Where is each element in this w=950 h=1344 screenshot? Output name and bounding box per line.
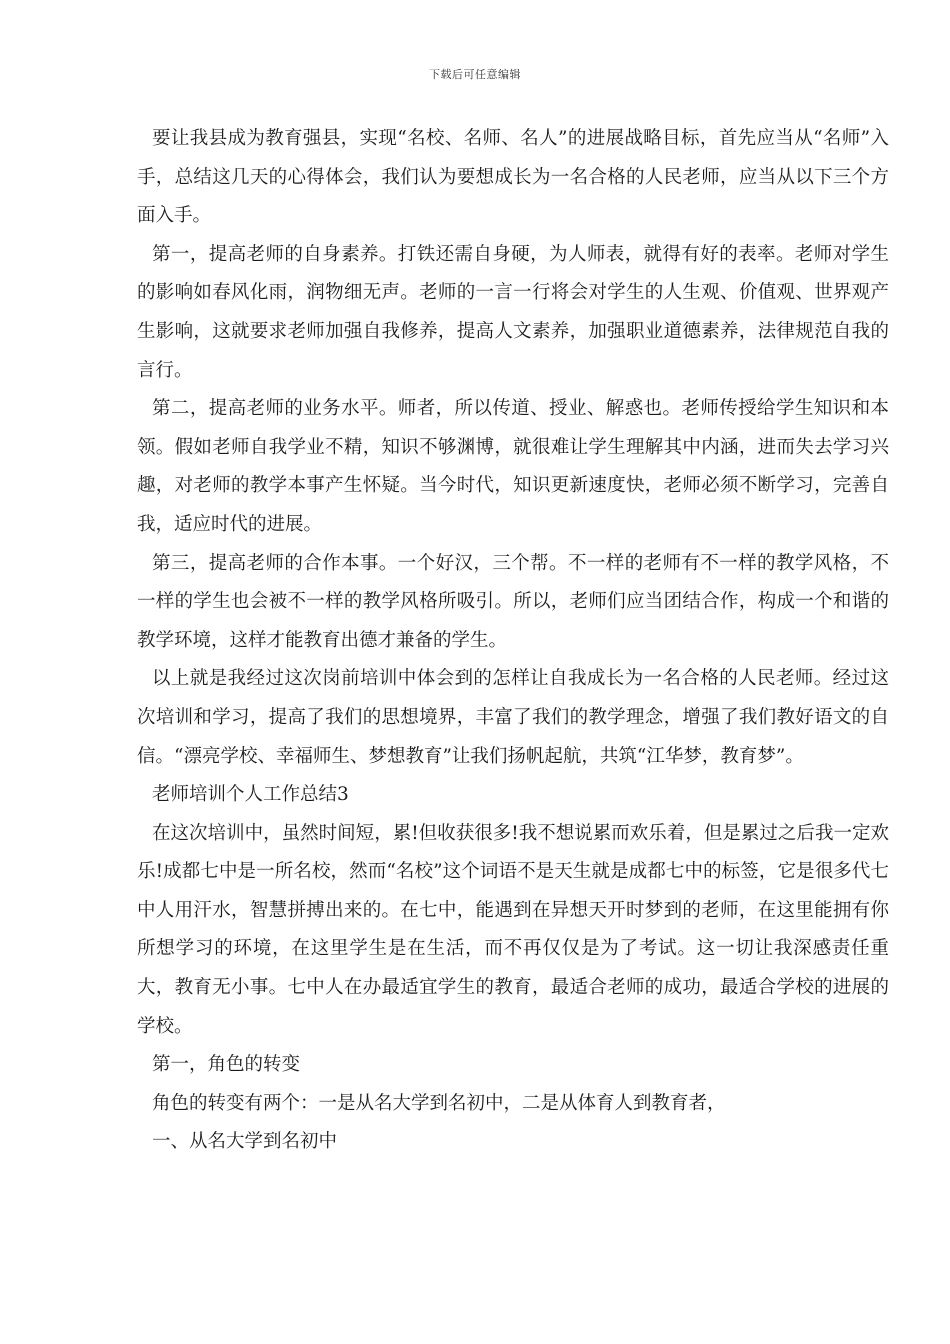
paragraph-point-two: 第二，提高老师的业务水平。师者，所以传道、授业、解惑也。老师传授给学生知识和本领。假如老师自我学业不精，知识不够渊博，就很难让学生理解其中内涵，进而失去学习兴趣，对老师的教学本事产生怀疑。当今时代，知识更新速度快，老师必须不断学习，完善自我，适应时代的进展。 bbox=[137, 398, 889, 535]
paragraph-intro: 要让我县成为教育强县，实现“名校、名师、名人”的进展战略目标，首先应当从“名师”入手，总结这几天的心得体会，我们认为要想成长为一名合格的人民老师，应当从以下三个方面入手。 bbox=[137, 128, 889, 227]
paragraph-training-summary: 在这次培训中，虽然时间短，累!但收获很多!我不想说累而欢乐着，但是累过之后我一定欢乐!成都七中是一所名校，然而“名校”这个词语不是天生就是成都七中的标签，它是很多代七中人用汗水，智慧拼搏出来的。在七中，能遇到在异想天开时梦到的老师，在这里能拥有你所想学习的环境，在这里学生是在生活，而不再仅仅是为了考试。这一切让我深感责任重大，教育无小事。七中人在办最适宜学生的教育，最适合老师的成功，最适合学校的进展的学校。 bbox=[137, 822, 889, 1037]
paragraph-point-one: 第一，提高老师的自身素养。打铁还需自身硬，为人师表，就得有好的表率。老师对学生的影响如春风化雨，润物细无声。老师的一言一行将会对学生的人生观、价值观、世界观产生影响，这就要求老师加强自我修养，提高人文素养，加强职业道德素养，法律规范自我的言行。 bbox=[137, 243, 889, 381]
document-body bbox=[137, 120, 889, 1162]
subheading-university-to-middle-school: 一、从名大学到名初中 bbox=[152, 1131, 338, 1153]
subheading-role-change: 第一，角色的转变 bbox=[152, 1054, 301, 1076]
paragraph-conclusion: 以上就是我经过这次岗前培训中体会到的怎样让自我成长为一名合格的人民老师。经过这次培训和学习，提高了我们的思想境界，丰富了我们的教学理念，增强了我们教好语文的自信。“漂亮学校、幸福师生、梦想教育”让我们扬帆起航，共筑“江华梦，教育梦”。 bbox=[137, 668, 889, 767]
header-note: 下载后可任意编辑 bbox=[429, 68, 521, 81]
section-title: 老师培训个人工作总结3 bbox=[152, 784, 349, 806]
paragraph-role-change: 角色的转变有两个：一是从名大学到名初中，二是从体育人到教育者， bbox=[152, 1092, 726, 1114]
paragraph-point-three: 第三，提高老师的合作本事。一个好汉，三个帮。不一样的老师有不一样的教学风格，不一样的学生也会被不一样的教学风格所吸引。所以，老师们应当团结合作，构成一个和谐的教学环境，这样才能教育出德才兼备的学生。 bbox=[137, 552, 889, 651]
